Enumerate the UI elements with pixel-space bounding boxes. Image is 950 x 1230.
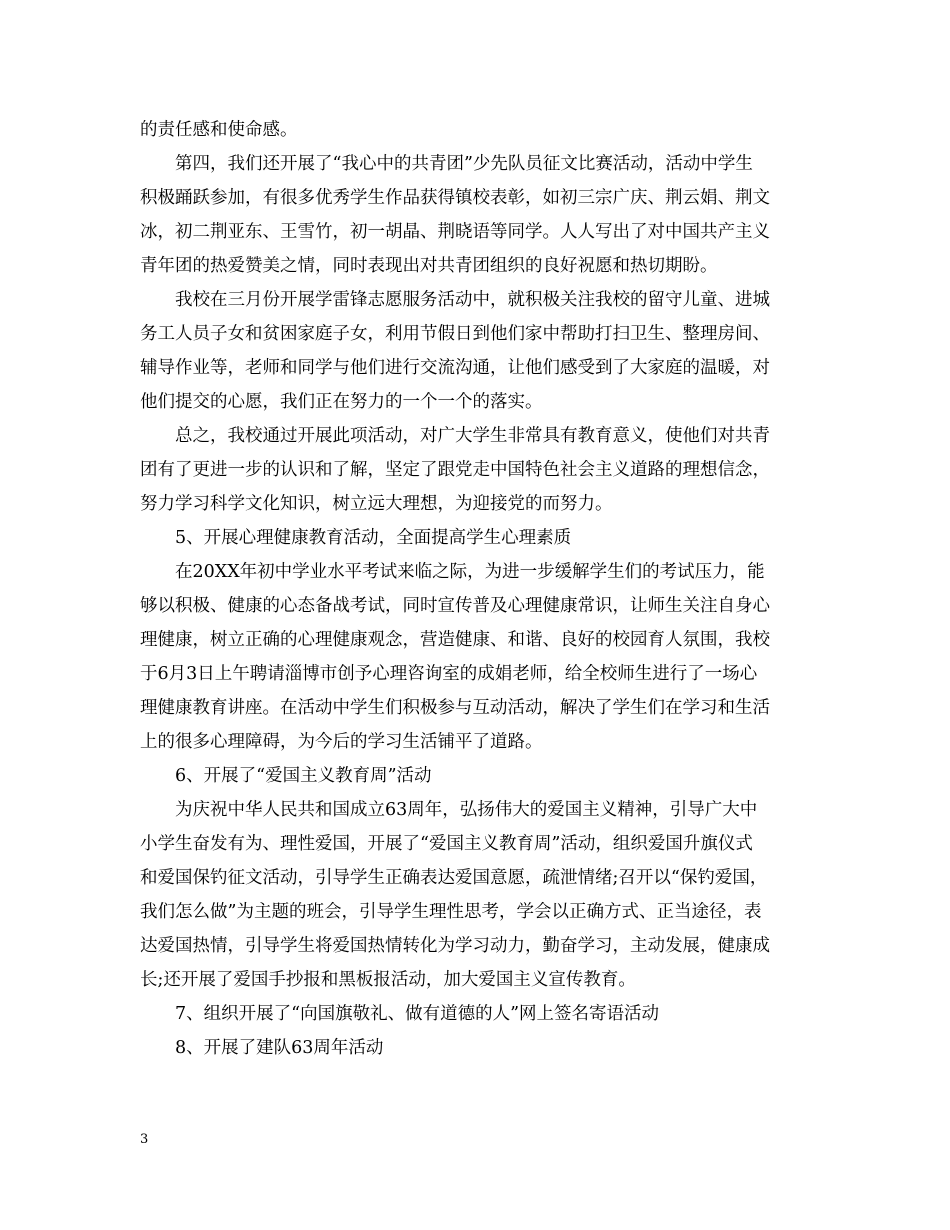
text-line: 理健康，树立正确的心理健康观念，营造健康、和谐、良好的校园育人氛围，我校 <box>140 630 770 650</box>
text-line: 我们怎么做”为主题的班会，引导学生理性思考，学会以正确方式、正当途径，表 <box>140 902 762 922</box>
text-line: 在20XX年初中学业水平考试来临之际，为进一步缓解学生们的考试压力，能 <box>140 562 765 582</box>
text-line: 和爱国保钓征文活动，引导学生正确表达爱国意愿，疏泄情绪;召开以“保钓爱国， <box>140 868 768 888</box>
text-line: 他们提交的心愿，我们正在努力的一个一个的落实。 <box>140 392 543 412</box>
text-line: 第四，我们还开展了“我心中的共青团”少先队员征文比赛活动，活动中学生 <box>140 154 753 174</box>
text-line: 青年团的热爱赞美之情，同时表现出对共青团组织的良好祝愿和热切期盼。 <box>140 256 718 276</box>
text-line: 于6月3日上午聘请淄博市创予心理咨询室的成娟老师，给全校师生进行了一场心 <box>140 664 758 684</box>
text-line: 够以积极、健康的心态备战考试，同时宣传普及心理健康常识，让师生关注自身心 <box>140 596 770 616</box>
text-line: 辅导作业等，老师和同学与他们进行交流沟通，让他们感受到了大家庭的温暖，对 <box>140 358 770 378</box>
text-line: 5、开展心理健康教育活动，全面提高学生心理素质 <box>140 528 572 548</box>
text-line: 8、开展了建队63周年活动 <box>140 1038 384 1058</box>
text-line: 7、组织开展了“向国旗敬礼、做有道德的人”网上签名寄语活动 <box>140 1004 660 1024</box>
text-line: 为庆祝中华人民共和国成立63周年，弘扬伟大的爱国主义精神，引导广大中 <box>140 800 758 820</box>
text-line: 积极踊跃参加，有很多优秀学生作品获得镇校表彰，如初三宗广庆、荆云娟、荆文 <box>140 188 770 208</box>
text-line: 长;还开展了爱国手抄报和黑板报活动，加大爱国主义宣传教育。 <box>140 970 636 990</box>
text-line: 冰，初二荆亚东、王雪竹，初一胡晶、荆晓语等同学。人人写出了对中国共产主义 <box>140 222 770 242</box>
text-line: 达爱国热情，引导学生将爱国热情转化为学习动力，勤奋学习，主动发展，健康成 <box>140 936 770 956</box>
document-body <box>140 113 810 1065</box>
page-number: 3 <box>140 1132 149 1147</box>
text-line: 努力学习科学文化知识，树立远大理想，为迎接党的而努力。 <box>140 494 613 514</box>
text-line: 的责任感和使命感。 <box>140 120 298 140</box>
text-line: 理健康教育讲座。在活动中学生们积极参与互动活动，解决了学生们在学习和生活 <box>140 698 770 718</box>
text-line: 小学生奋发有为、理性爱国，开展了“爱国主义教育周”活动，组织爱国升旗仪式 <box>140 834 753 854</box>
text-line: 团有了更进一步的认识和了解，坚定了跟党走中国特色社会主义道路的理想信念， <box>140 460 770 480</box>
text-line: 6、开展了“爱国主义教育周”活动 <box>140 766 432 786</box>
text-line: 总之，我校通过开展此项活动，对广大学生非常具有教育意义，使他们对共青 <box>140 426 770 446</box>
text-line: 我校在三月份开展学雷锋志愿服务活动中，就积极关注我校的留守儿童、进城 <box>140 290 770 310</box>
text-line: 上的很多心理障碍，为今后的学习生活铺平了道路。 <box>140 732 543 752</box>
text-line: 务工人员子女和贫困家庭子女，利用节假日到他们家中帮助打扫卫生、整理房间、 <box>140 324 770 344</box>
